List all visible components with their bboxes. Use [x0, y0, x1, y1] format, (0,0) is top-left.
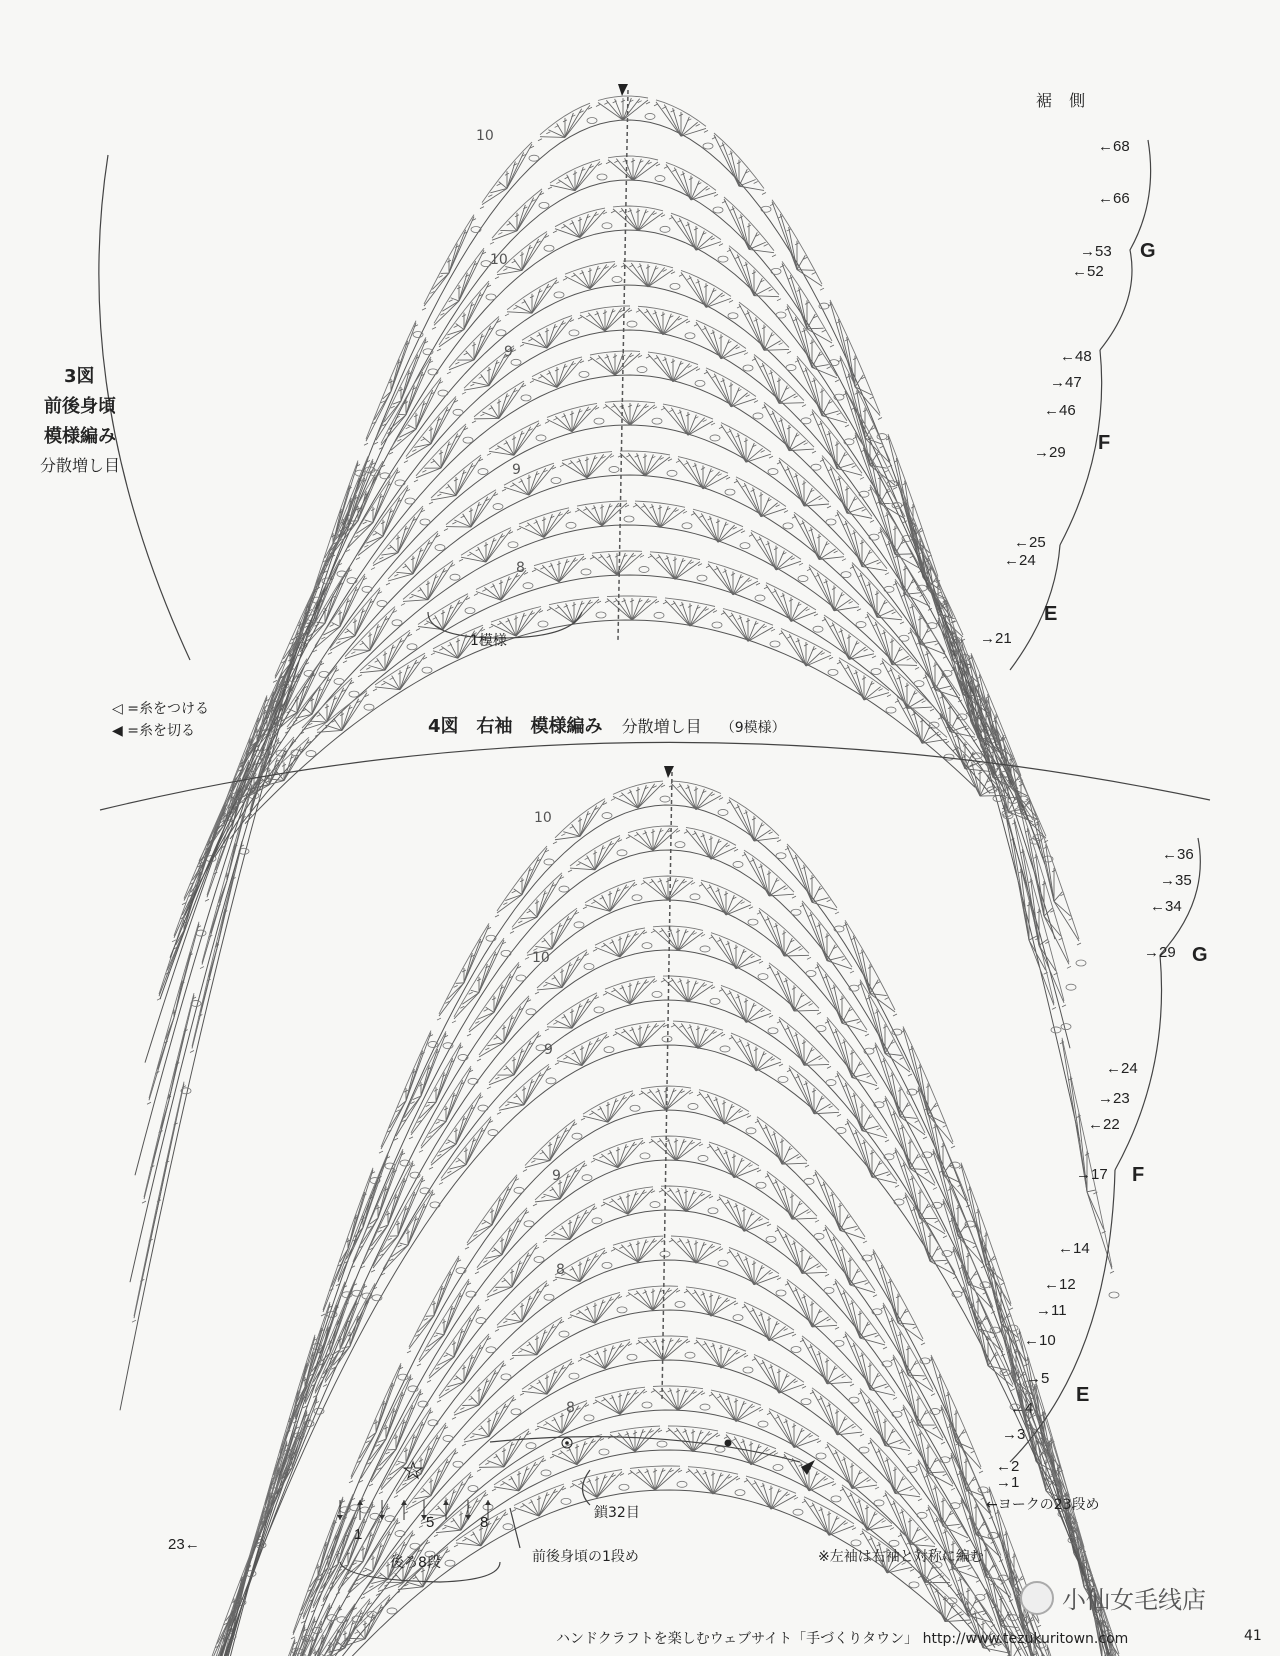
- stitch-fan: [850, 563, 909, 642]
- stitch-fan: [601, 1187, 660, 1215]
- stitch-fan: [588, 351, 647, 375]
- stitch-fan: [825, 1017, 884, 1107]
- stitch-fan: [651, 926, 710, 952]
- stitch-fan: [651, 1386, 710, 1410]
- fig3-row-24: ←24: [1004, 552, 1036, 569]
- fig4-row-4: ←4: [1010, 1400, 1034, 1417]
- stitch-fan: [583, 880, 642, 911]
- stitch-fan: [596, 96, 655, 120]
- watermark: [1020, 1580, 1206, 1615]
- fig4-cut-marker-icon-2: [801, 1460, 815, 1475]
- stitch-fan: [543, 1204, 602, 1243]
- fig4-repeat: （9模様）: [720, 720, 786, 736]
- fig3-row-21: →21: [980, 630, 1012, 647]
- fig4-inner-9a: 9: [544, 1042, 553, 1058]
- stitch-fan: [606, 156, 665, 182]
- stitch-fan: [779, 629, 838, 676]
- stitch-row-base: [170, 375, 1030, 958]
- fig3-inner-10a: 10: [476, 128, 494, 144]
- stitch-fan: [603, 977, 662, 1004]
- stitch-fan: [548, 160, 607, 191]
- stitch-fan: [755, 1117, 814, 1185]
- stitch-fan: [207, 1532, 266, 1656]
- stitch-fan: [626, 1286, 685, 1310]
- stitch-fan: [487, 421, 546, 456]
- stitch-fan: [785, 844, 844, 932]
- stitch-fan: [313, 1282, 372, 1397]
- fig4-chain-label: 鎖32目: [594, 1505, 640, 1521]
- fig3-pattern-label: 1模様: [470, 633, 507, 649]
- stitch-fan: [409, 1043, 468, 1139]
- stitch-fan: [520, 316, 579, 349]
- fig3-cut-marker-icon: [618, 84, 628, 96]
- stitch-fan: [780, 261, 839, 365]
- stitch-fan: [707, 1142, 766, 1188]
- fig3-row-66: ←66: [1098, 190, 1130, 207]
- fig4-title: 4図 右袖 模様編み: [428, 716, 603, 737]
- stitch-fan: [205, 741, 264, 901]
- fig3-section-E: E: [1044, 603, 1058, 625]
- fig3-inner-10b: 10: [490, 252, 508, 268]
- fig4-row-3: →3: [1002, 1426, 1026, 1443]
- stitch-fan: [611, 781, 670, 808]
- fig4-back-rows-arrows: [337, 1500, 491, 1520]
- fig4-inner-8b: 8: [566, 1400, 575, 1416]
- stitch-fan: [792, 512, 851, 577]
- stitch-fan: [603, 401, 662, 425]
- fig4-row-10: ←10: [1024, 1332, 1056, 1349]
- stitch-fan: [628, 1466, 687, 1490]
- stitch-fan: [661, 404, 720, 441]
- fig4-subtitle: 分散増し目: [621, 717, 702, 736]
- stitch-fan: [744, 1476, 803, 1515]
- stitch-fan: [568, 836, 627, 872]
- stitch-fan: [386, 531, 445, 585]
- fig3-stitch-rows: [120, 96, 1119, 1410]
- stitch-fan: [777, 1017, 836, 1085]
- stitch-fan: [679, 270, 738, 318]
- stitch-fan: [502, 463, 561, 495]
- stitch-fan: [618, 451, 677, 476]
- fig4-row-22: ←22: [1088, 1116, 1120, 1133]
- fig4-inner-9b: 9: [552, 1168, 561, 1184]
- fig4-row-12: ←12: [1044, 1276, 1076, 1293]
- back-row-arrowhead: [443, 1500, 449, 1505]
- stitch-fan: [605, 596, 664, 620]
- stitch-fan: [752, 1355, 811, 1405]
- stitch-row-base: [165, 900, 1125, 1656]
- watermark-text: 小仙女毛线店: [1062, 1586, 1206, 1614]
- fig3-title-line1: 前後身頃: [44, 396, 116, 417]
- stitch-fan: [838, 356, 897, 487]
- fig4-stitch-rows: [105, 781, 1164, 1656]
- stitch-fan: [868, 1438, 927, 1518]
- fig3-row-25: ←25: [1014, 534, 1046, 551]
- fig4-back-label: 後ろ8段: [390, 1555, 441, 1571]
- stitch-fan: [712, 133, 771, 212]
- fig4-back-num-1: 1: [354, 1526, 363, 1543]
- footer-text: ハンドクラフトを楽しむウェブサイト「手づくりタウン」 http://www.tezukuritown.com: [556, 1631, 1129, 1647]
- stitch-fan: [820, 456, 879, 541]
- stitch-fan: [530, 357, 589, 388]
- stitch-fan: [873, 1043, 932, 1158]
- stitch-fan: [749, 530, 808, 581]
- fig3-section-F: F: [1098, 432, 1111, 454]
- stitch-fan: [694, 320, 753, 371]
- fig4-row-11: →11: [1036, 1302, 1067, 1319]
- stitch-fan: [840, 1485, 899, 1546]
- stitch-fan: [810, 1388, 869, 1453]
- fig4-section-G: G: [1192, 944, 1208, 966]
- stitch-fan: [704, 368, 763, 419]
- stitch-fan: [407, 1256, 466, 1353]
- back-row-arrowhead: [465, 1515, 471, 1520]
- stitch-fan: [505, 278, 564, 316]
- fig4-left-row: 23←: [168, 1536, 200, 1553]
- stitch-fan: [533, 1161, 592, 1206]
- stitch-fan: [459, 528, 518, 562]
- legend-cut: ◀ =糸を切る: [112, 723, 195, 739]
- fig4-row-1: →1: [996, 1474, 1020, 1491]
- stitch-fan: [664, 162, 723, 213]
- stitch-row-base: [135, 805, 1145, 1656]
- stitch-fan: [871, 1249, 930, 1363]
- stitch-fan: [742, 1302, 801, 1353]
- stitch-fan: [654, 100, 713, 149]
- stitch-fan: [785, 1279, 844, 1346]
- fig3-title-line2: 模様編み: [44, 426, 116, 447]
- stitch-fan: [706, 562, 765, 601]
- stitch-fan: [663, 598, 722, 628]
- stitch-fan: [291, 1497, 350, 1639]
- stitch-fan: [709, 933, 768, 980]
- stitch-fan: [452, 938, 511, 1023]
- fig3-row-52: ←52: [1072, 263, 1104, 280]
- stitch-fan: [649, 1136, 708, 1161]
- stitch-fan: [669, 213, 728, 262]
- stitch-fan: [495, 846, 554, 917]
- stitch-fan: [568, 1292, 627, 1323]
- stitch-fan: [895, 697, 954, 761]
- fig4-row-34: ←34: [1150, 898, 1182, 915]
- stitch-fan: [722, 197, 781, 274]
- fig3-row-53: →53: [1080, 243, 1112, 260]
- fig4-title-block: [428, 712, 786, 738]
- stitch-fan: [560, 452, 619, 478]
- stitch-fan: [775, 1226, 834, 1294]
- fig3-section-G: G: [1140, 240, 1156, 262]
- stitch-fan: [205, 1532, 264, 1656]
- stitch-fan: [823, 1225, 882, 1315]
- stitch-fan: [492, 1456, 551, 1491]
- stitch-fan: [563, 262, 622, 289]
- stitch-fan: [517, 508, 576, 538]
- stitch-fan: [538, 103, 597, 141]
- legend-attach: ◁ =糸をつける: [112, 701, 209, 717]
- fig3-row-29: →29: [1034, 444, 1066, 461]
- fig3-inner-9a: 9: [504, 344, 513, 360]
- fig4-section-E: E: [1076, 1384, 1090, 1406]
- stitch-fan: [553, 208, 612, 237]
- stitch-fan: [717, 1195, 776, 1243]
- stitch-fan: [727, 1247, 786, 1296]
- fig4-row-17: →17: [1076, 1166, 1108, 1183]
- stitch-fan: [729, 1033, 788, 1082]
- stitch-fan: [1002, 803, 1061, 1033]
- stitch-fan: [535, 1401, 594, 1434]
- fig3-header-right: 裾 側: [1036, 91, 1092, 110]
- stitch-fan: [833, 1279, 892, 1367]
- fig4-cut-marker-icon: [664, 766, 674, 778]
- fig3-inner-8: 8: [516, 560, 525, 576]
- stitch-fan: [532, 554, 591, 582]
- stitch-fan: [379, 1031, 438, 1153]
- fig4-row-14: ←14: [1058, 1240, 1090, 1257]
- fig4-inner-10a: 10: [534, 810, 552, 826]
- fig4-yoke-label: ←ヨークの23段め: [986, 1497, 1100, 1513]
- stitch-fan: [765, 1171, 824, 1239]
- fig3-title-number: 3図: [64, 366, 95, 387]
- stitch-fan: [547, 597, 606, 623]
- stitch-fan: [591, 1138, 650, 1167]
- stitch-fan: [835, 1071, 894, 1160]
- stitch-fan: [611, 206, 670, 232]
- stitch-fan: [636, 1336, 695, 1360]
- stitch-fan: [697, 1090, 756, 1134]
- stitch-fan: [510, 1317, 569, 1359]
- fig4-section-F: F: [1132, 1164, 1145, 1186]
- stitch-fan: [734, 477, 793, 529]
- fig4-note: ※左袖は右袖と対称に編む: [818, 1549, 984, 1565]
- back-row-arrowhead: [485, 1500, 491, 1505]
- stitch-fan: [301, 1494, 363, 1623]
- stitch-fan: [757, 908, 816, 976]
- fig4-row-5: →5: [1026, 1370, 1050, 1387]
- stitch-fan: [828, 300, 887, 440]
- stitch-fan: [373, 653, 432, 691]
- stitch-fan: [575, 501, 634, 526]
- stitch-row-base: [215, 525, 995, 857]
- fig4-front-pointer: [510, 1508, 520, 1548]
- stitch-fan: [669, 1236, 728, 1266]
- stitch-fan: [593, 1387, 652, 1414]
- stitch-fan: [671, 1021, 730, 1052]
- stitch-fan: [465, 1175, 524, 1249]
- stitch-fan: [699, 880, 758, 925]
- stitch-fan: [578, 306, 637, 331]
- stitch-fan: [666, 1426, 725, 1452]
- fig4-back-num-5: 5: [426, 1514, 435, 1531]
- page-number: 41: [1244, 1628, 1262, 1644]
- stitch-fan: [555, 1032, 614, 1065]
- fig4-row-24: ←24: [1106, 1060, 1138, 1077]
- stitch-fan: [416, 594, 475, 631]
- stitch-fan: [437, 281, 496, 351]
- fig3-title-line3: 分散増し目: [40, 456, 121, 475]
- fig4-row-35: →35: [1160, 872, 1192, 889]
- stitch-fan: [613, 1021, 672, 1047]
- fig3-row-48: ←48: [1060, 348, 1092, 365]
- stitch-fan: [422, 215, 481, 310]
- stitch-fan: [639, 1086, 698, 1110]
- fig3-row-47: →47: [1050, 374, 1082, 391]
- stitch-fan: [727, 246, 786, 318]
- stitch-fan: [132, 1082, 191, 1322]
- stitch-fan: [550, 1435, 609, 1465]
- stitch-fan: [742, 850, 801, 915]
- stitch-fan: [691, 509, 750, 548]
- stitch-fan: [401, 561, 460, 606]
- fig4-row-36: ←36: [1162, 846, 1194, 863]
- fig3-inner-9b: 9: [512, 462, 521, 478]
- fig4-join-marker-icon: [725, 1440, 732, 1447]
- stitch-row-base: [125, 1210, 1045, 1656]
- fig4-row-23: →23: [1098, 1090, 1130, 1107]
- stitch-fan: [581, 1091, 640, 1122]
- stitch-fan: [813, 1170, 872, 1261]
- stitch-fan: [626, 826, 685, 851]
- stitch-fan: [404, 396, 463, 462]
- fig4-inner-8a: 8: [556, 1262, 565, 1278]
- stitch-row-base: [145, 285, 1045, 1063]
- stitch-fan: [633, 501, 692, 529]
- stitch-fan: [737, 302, 796, 370]
- fig4-back-num-8: 8: [480, 1514, 489, 1531]
- fig3-row-46: ←46: [1044, 402, 1076, 419]
- fig4-chain-pointer: [583, 1470, 591, 1505]
- stitch-fan: [807, 565, 866, 628]
- stitch-fan: [719, 985, 778, 1033]
- stitch-fan: [767, 963, 826, 1032]
- stitch-fan: [611, 1236, 670, 1262]
- stitch-fan: [313, 574, 372, 652]
- stitch-fan: [845, 1119, 904, 1205]
- stitch-fan: [684, 827, 743, 867]
- stitch-fan: [545, 993, 604, 1031]
- stitch-fan: [727, 798, 786, 859]
- stitch-fan: [676, 457, 735, 496]
- stitch-fan: [485, 1243, 544, 1301]
- fig3-row-68: ←68: [1098, 138, 1130, 155]
- wechat-icon: [1020, 1581, 1054, 1615]
- fig4-front-label: 前後身頃の1段め: [532, 1549, 639, 1565]
- stitch-fan: [669, 781, 728, 815]
- fig4-row-2: ←2: [996, 1458, 1020, 1475]
- fig4-row-29: →29: [1144, 944, 1176, 961]
- fig4-inner-10b: 10: [532, 950, 550, 966]
